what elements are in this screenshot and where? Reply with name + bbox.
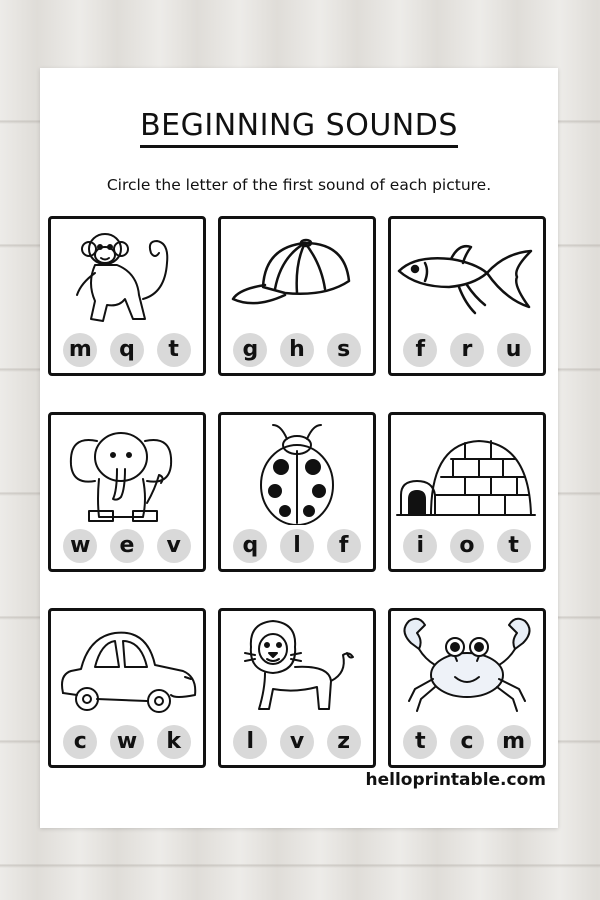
letter-choice[interactable]: z <box>327 725 361 759</box>
letter-choice[interactable]: s <box>327 333 361 367</box>
letter-choices <box>221 725 373 761</box>
letter-choices <box>391 725 543 761</box>
letter-choice[interactable]: e <box>110 529 144 563</box>
letter-choice[interactable]: v <box>157 529 191 563</box>
letter-choice[interactable]: r <box>450 333 484 367</box>
letter-choice[interactable]: h <box>280 333 314 367</box>
letter-choice[interactable]: o <box>450 529 484 563</box>
letter-choice[interactable]: c <box>63 725 97 759</box>
card-fish <box>388 216 546 376</box>
letter-choice[interactable]: m <box>497 725 531 759</box>
lion-icon <box>225 615 369 721</box>
letter-choices <box>391 529 543 565</box>
card-car <box>48 608 206 768</box>
letter-choice[interactable]: t <box>497 529 531 563</box>
letter-choices <box>391 333 543 369</box>
title-text: BEGINNING SOUNDS <box>140 108 458 148</box>
letter-choice[interactable]: q <box>233 529 267 563</box>
letter-choices <box>221 529 373 565</box>
letter-choice[interactable]: v <box>280 725 314 759</box>
card-lion <box>218 608 376 768</box>
letter-choice[interactable]: u <box>497 333 531 367</box>
fish-icon <box>395 223 539 329</box>
letter-choice[interactable]: c <box>450 725 484 759</box>
letter-choices <box>221 333 373 369</box>
letter-choices <box>51 725 203 761</box>
elephant-icon <box>55 419 199 525</box>
worksheet-title <box>40 108 558 148</box>
letter-choice[interactable]: f <box>327 529 361 563</box>
letter-choice[interactable]: f <box>403 333 437 367</box>
card-crab <box>388 608 546 768</box>
letter-choice[interactable]: q <box>110 333 144 367</box>
cap-icon <box>225 223 369 329</box>
monkey-icon <box>55 223 199 329</box>
letter-choice[interactable]: g <box>233 333 267 367</box>
letter-choice[interactable]: w <box>110 725 144 759</box>
instruction-text: Circle the letter of the first sound of each picture. <box>106 176 492 194</box>
letter-choice[interactable]: l <box>233 725 267 759</box>
igloo-icon <box>395 419 539 525</box>
letter-choice[interactable]: k <box>157 725 191 759</box>
ladybug-icon <box>225 419 369 525</box>
letter-choices <box>51 529 203 565</box>
card-elephant <box>48 412 206 572</box>
card-cap <box>218 216 376 376</box>
crab-icon <box>395 615 539 721</box>
worksheet-page <box>40 68 558 828</box>
card-igloo <box>388 412 546 572</box>
letter-choice[interactable]: m <box>63 333 97 367</box>
letter-choice[interactable]: w <box>63 529 97 563</box>
letter-choice[interactable]: l <box>280 529 314 563</box>
letter-choices <box>51 333 203 369</box>
site-credit: helloprintable.com <box>365 770 546 790</box>
letter-choice[interactable]: i <box>403 529 437 563</box>
letter-choice[interactable]: t <box>157 333 191 367</box>
letter-choice[interactable]: t <box>403 725 437 759</box>
car-icon <box>55 615 199 721</box>
card-monkey <box>48 216 206 376</box>
card-ladybug <box>218 412 376 572</box>
